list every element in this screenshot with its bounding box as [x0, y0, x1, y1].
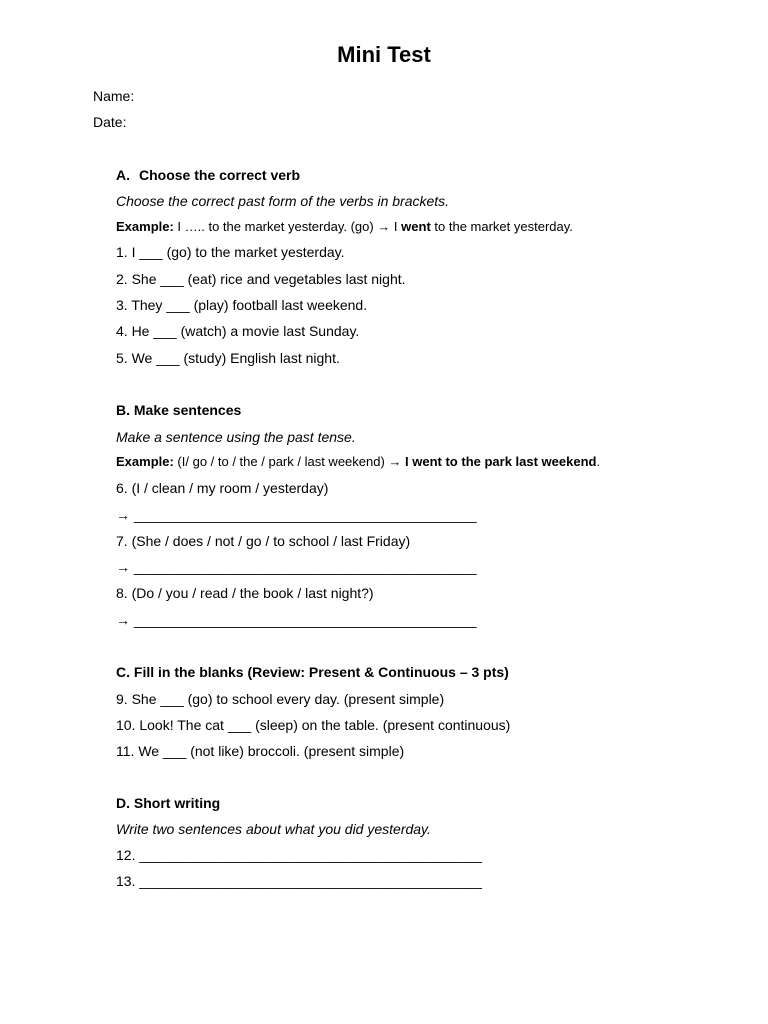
section-a-instruction: Choose the correct past form of the verbs in brackets.: [116, 193, 450, 209]
section-c-heading: C. Fill in the blanks (Review: Present & Continuous – 3 pts): [116, 664, 509, 680]
section-a-title: Choose the correct verb: [139, 167, 301, 183]
section-b-instruction: Make a sentence using the past tense.: [116, 429, 356, 445]
question-11: 11. We ___ (not like) broccoli. (present simple): [116, 743, 405, 759]
example-answer: I went to the park last weekend: [405, 454, 597, 469]
example-label: Example:: [116, 454, 174, 469]
question-2: 2. She ___ (eat) rice and vegetables last night.: [116, 271, 406, 287]
answer-line-8[interactable]: → ____________________________________________: [116, 612, 477, 628]
question-5: 5. We ___ (study) English last night.: [116, 350, 340, 366]
answer-line-6[interactable]: → ____________________________________________: [116, 507, 477, 523]
example-answer: went: [401, 219, 431, 234]
question-8: 8. (Do / you / read / the book / last night?): [116, 585, 374, 601]
question-7: 7. (She / does / not / go / to school / last Friday): [116, 533, 411, 549]
section-b-heading: B. Make sentences: [116, 402, 242, 418]
example-text: (I/ go / to / the / park / last weekend) →: [173, 454, 406, 469]
question-4: 4. He ___ (watch) a movie last Sunday.: [116, 323, 360, 339]
question-3: 3. They ___ (play) football last weekend.: [116, 297, 368, 313]
answer-line-7[interactable]: → ____________________________________________: [116, 559, 477, 575]
date-label: Date:: [93, 114, 127, 130]
question-9: 9. She ___ (go) to school every day. (present simple): [116, 691, 445, 707]
example-text: I ….. to the market yesterday. (go) → I: [173, 219, 402, 234]
section-a-letter: A.: [116, 167, 130, 183]
question-6: 6. (I / clean / my room / yesterday): [116, 480, 329, 496]
section-d-instruction: Write two sentences about what you did yesterday.: [116, 821, 431, 837]
writing-line-13[interactable]: 13. ____________________________________________: [116, 873, 482, 889]
section-d-heading: D. Short writing: [116, 795, 221, 811]
section-a-example: [116, 218, 573, 236]
example-label: Example:: [116, 219, 174, 234]
question-1: 1. I ___ (go) to the market yesterday.: [116, 244, 345, 260]
writing-line-12[interactable]: 12. ____________________________________________: [116, 847, 482, 863]
page-title: Mini Test: [337, 42, 431, 67]
name-label: Name:: [93, 88, 135, 104]
example-rest: to the market yesterday.: [430, 219, 573, 234]
section-a-heading: [116, 166, 300, 184]
section-b-example: [116, 453, 600, 471]
example-rest: .: [596, 454, 601, 469]
question-10: 10. Look! The cat ___ (sleep) on the table. (present continuous): [116, 717, 511, 733]
